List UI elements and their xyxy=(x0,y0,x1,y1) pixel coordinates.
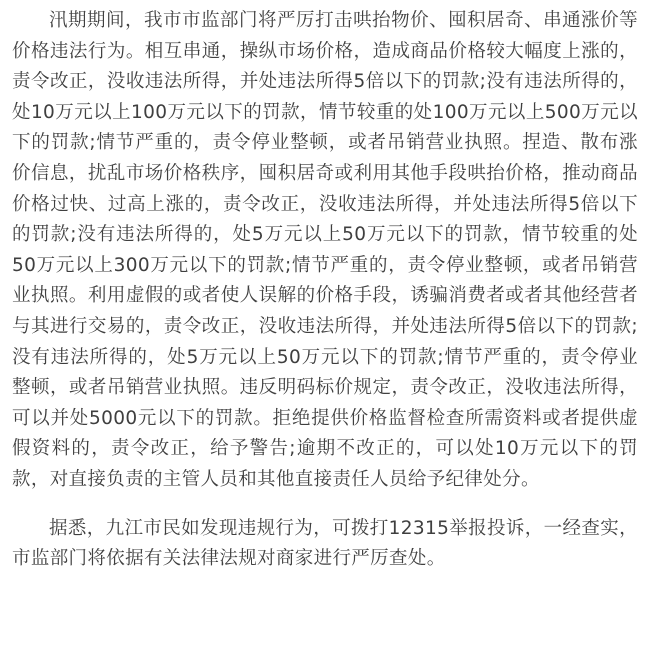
paragraph-reporting: 据悉，九江市民如发现违规行为，可拨打12315举报投诉，一经查实，市监部门将依据有关法律法规对商家进行严厉查处。 xyxy=(12,517,638,570)
paragraph-penalties: 汛期期间，我市市监部门将严厉打击哄抬物价、囤积居奇、串通涨价等价格违法行为。相互串通，操纵市场价格，造成商品价格较大幅度上涨的，责令改正，没收违法所得，并处违法所得5倍以下的罚款;没有违法所得的，处10万元以上100万元以下的罚款，情节较重的处100万元以上500万元以下的罚款;情节严重的，责令停业整顿，或者吊销营业执照。捏造、散布涨价信息，扰乱市场价格秩序，囤积居奇或利用其他手段哄抬价格，推动商品价格过快、过高上涨的，责令改正，没收违法所得，并处违法所得5倍以下的罚款;没有违法所得的，处5万元以上50万元以下的罚款，情节较重的处50万元以上300万元以下的罚款;情节严重的，责令停业整顿，或者吊销营业执照。利用虚假的或者使人误解的价格手段，诱骗消费者或者其他经营者与其进行交易的，责令改正，没收违法所得，并处违法所得5倍以下的罚款;没有违法所得的，处5万元以上50万元以下的罚款;情节严重的，责令停业整顿，或者吊销营业执照。违反明码标价规定，责令改正，没收违法所得，可以并处5000元以下的罚款。拒绝提供价格监督检查所需资料或者提供虚假资料的，责令改正，给予警告;逾期不改正的，可以处10万元以下的罚款，对直接负责的主管人员和其他直接责任人员给予纪律处分。 xyxy=(12,10,638,490)
article-body xyxy=(12,6,638,575)
